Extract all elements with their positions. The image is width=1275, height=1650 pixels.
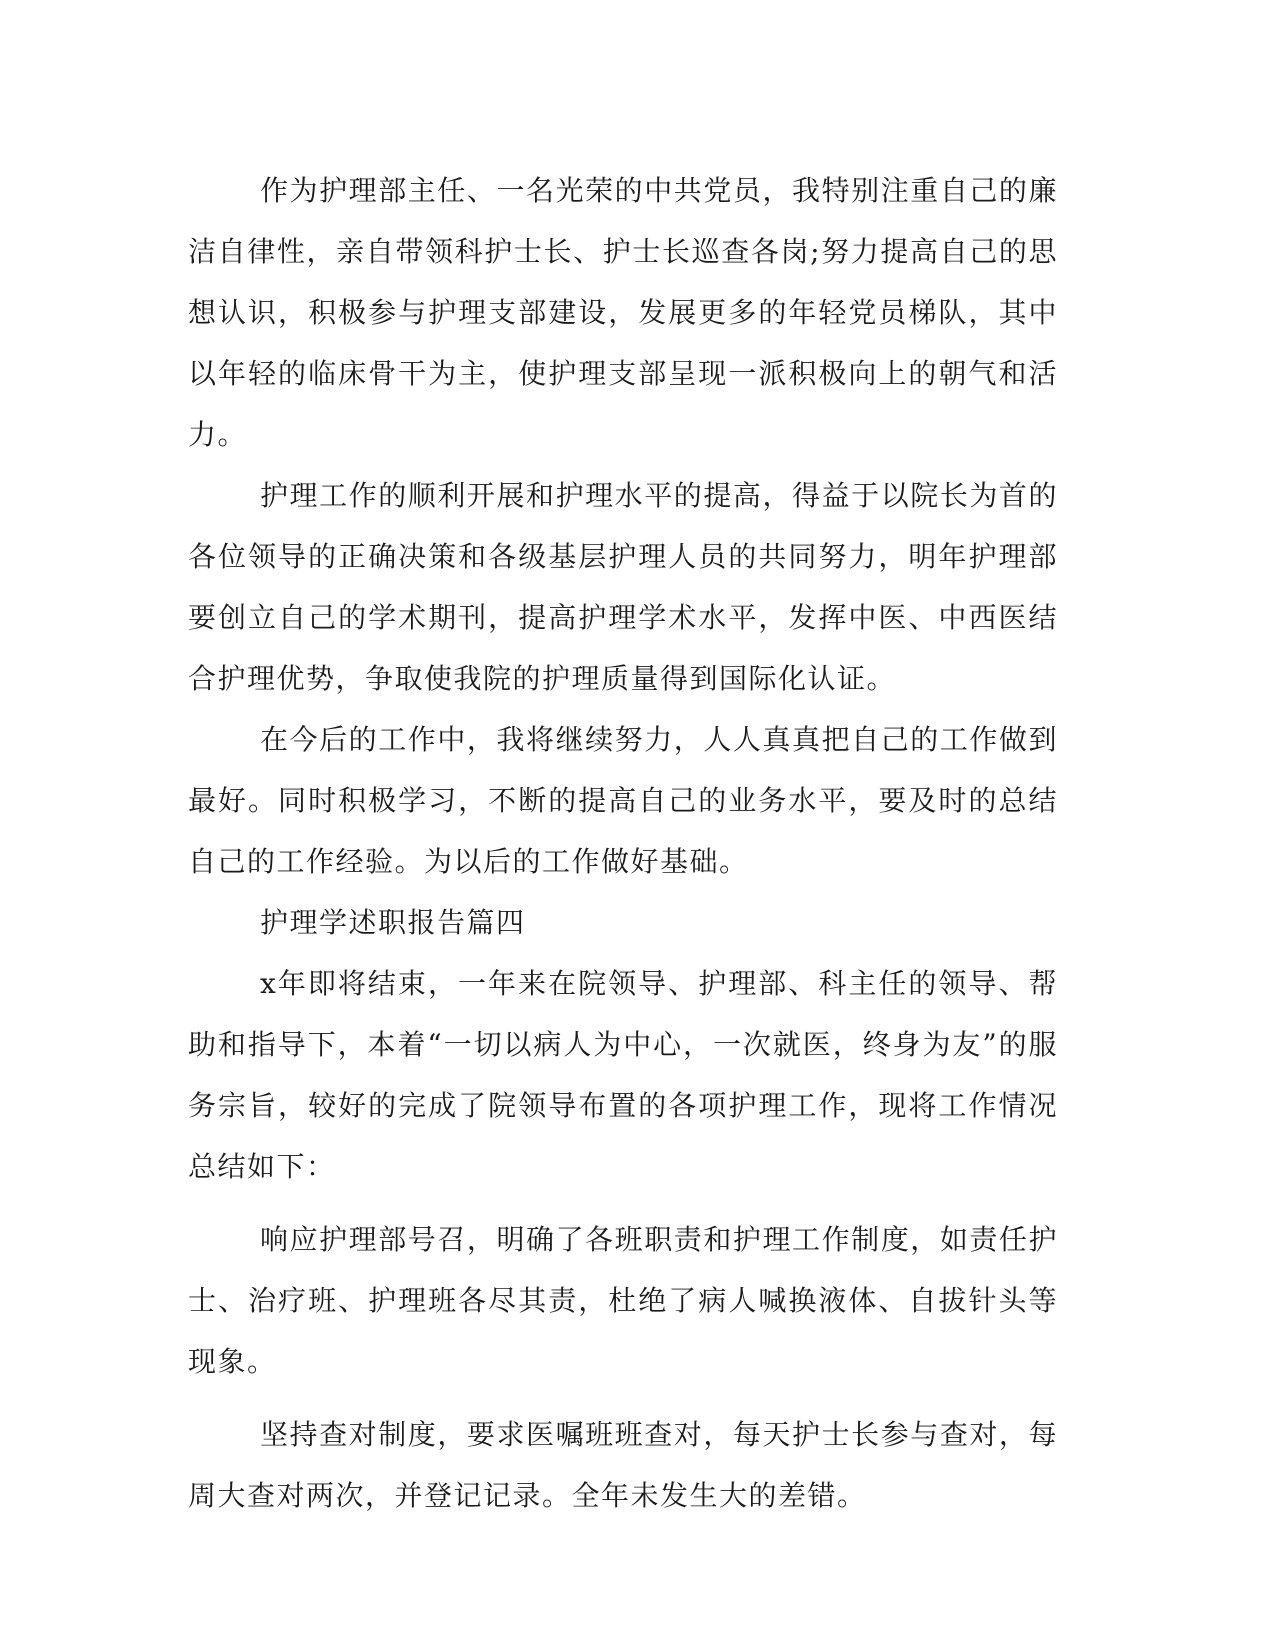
paragraph-party-member: 作为护理部主任、一名光荣的中共党员，我特别注重自己的廉洁自律性，亲自带领科护士长、护士长巡查各岗;努力提高自己的思想认识，积极参与护理支部建设，发展更多的年轻党员梯队，其中以年轻的临床骨干为主，使护理支部呈现一派积极向上的朝气和活力。: [188, 174, 1058, 451]
paragraph-future-work: 在今后的工作中，我将继续努力，人人真真把自己的工作做到最好。同时积极学习，不断的提高自己的业务水平，要及时的总结自己的工作经验。为以后的工作做好基础。: [188, 723, 1058, 878]
paragraph-year-summary: x年即将结束，一年来在院领导、护理部、科主任的领导、帮助和指导下，本着“一切以病人为中心，一次就医，终身为友”的服务宗旨，较好的完成了院领导布置的各项护理工作，现将工作情况总结如下：: [188, 967, 1058, 1183]
section-heading: 护理学述职报告篇四: [260, 906, 526, 939]
paragraph-nursing-progress: 护理工作的顺利开展和护理水平的提高，得益于以院长为首的各位领导的正确决策和各级基层护理人员的共同努力，明年护理部要创立自己的学术期刊，提高护理学术水平，发挥中医、中西医结合护理优势，争取使我院的护理质量得到国际化认证。: [188, 479, 1058, 695]
paragraph-checking-system: 坚持查对制度，要求医嘱班班查对，每天护士长参与查对，每周大查对两次，并登记记录。全年未发生大的差错。: [188, 1418, 1058, 1512]
paragraph-duties: 响应护理部号召，明确了各班职责和护理工作制度，如责任护士、治疗班、护理班各尽其责，杜绝了病人喊换液体、自拔针头等现象。: [188, 1223, 1058, 1378]
document-body: [188, 160, 1058, 1526]
